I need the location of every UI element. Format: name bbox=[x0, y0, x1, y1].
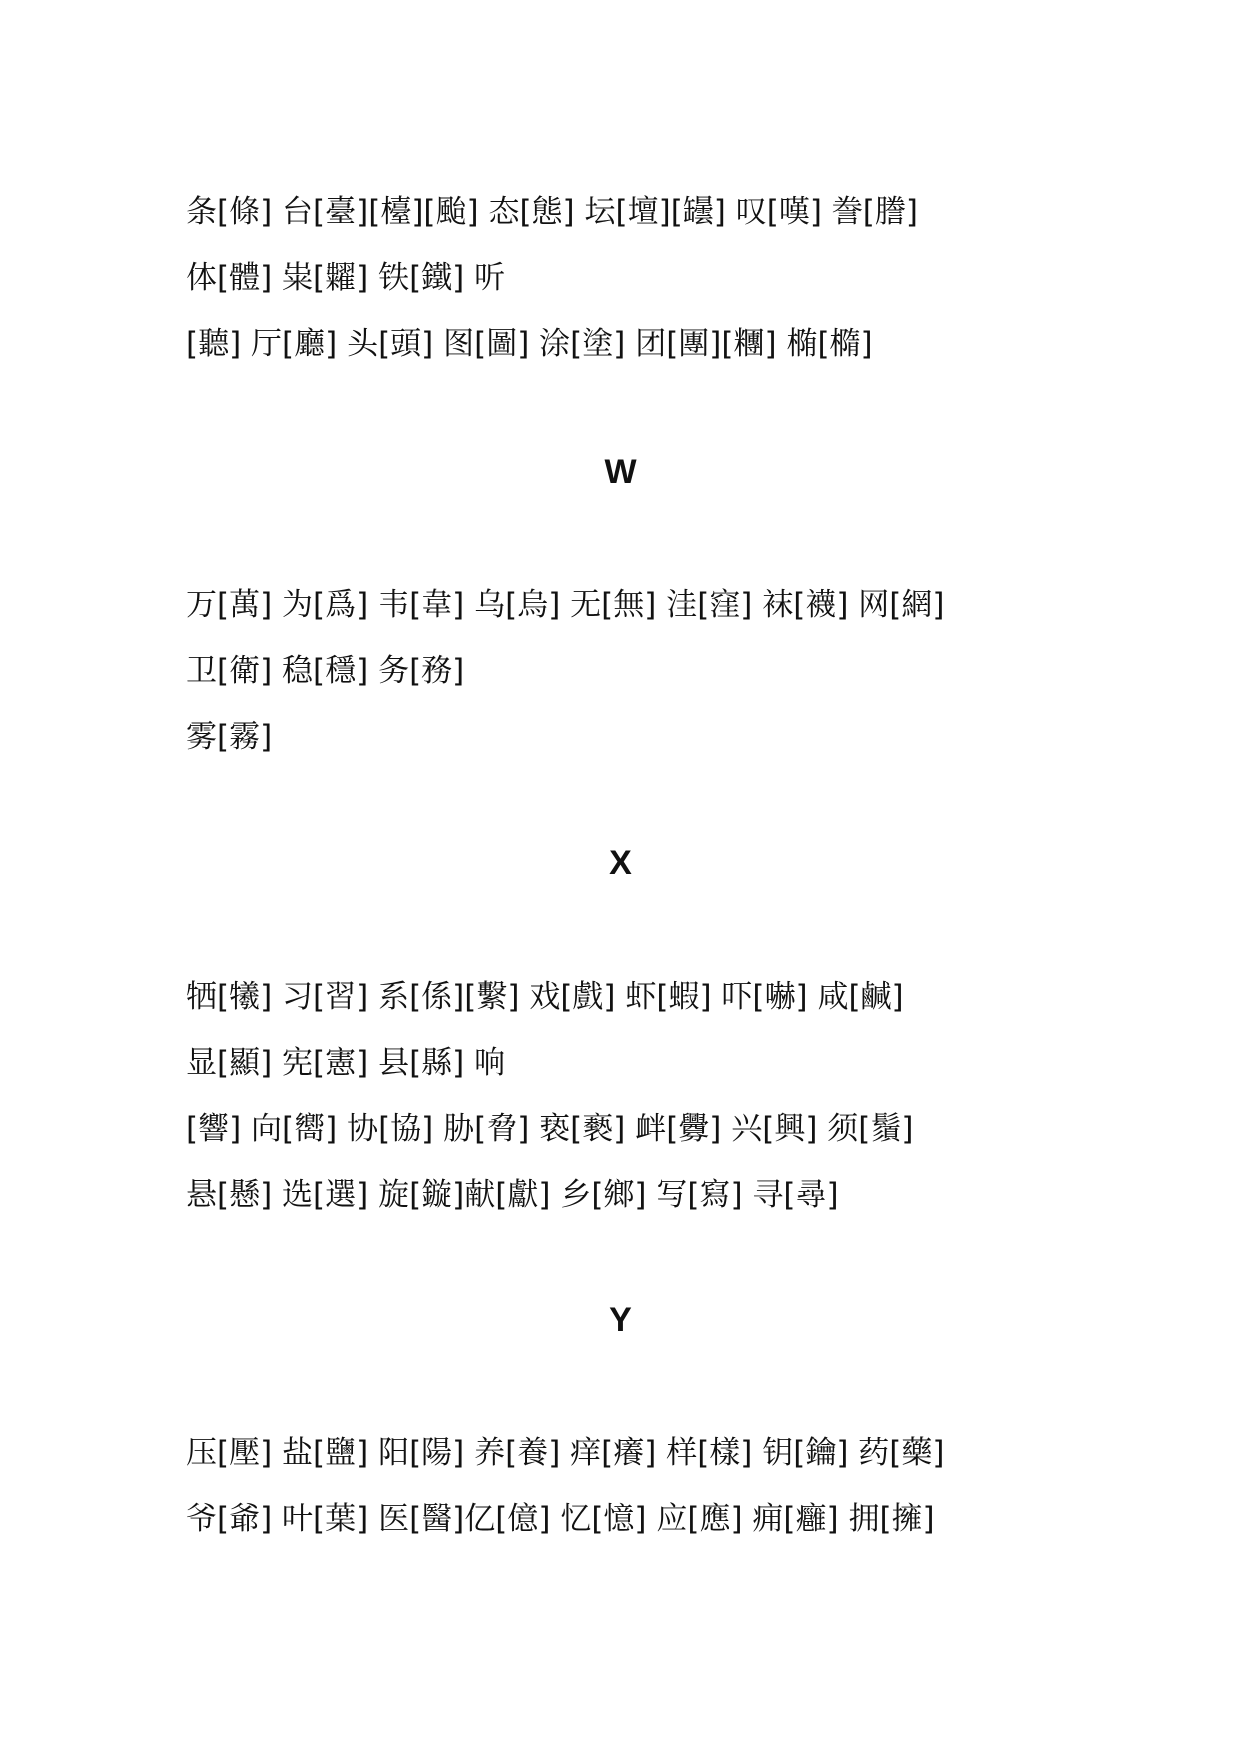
section-heading-x: X bbox=[609, 844, 632, 882]
section-heading-w: W bbox=[604, 453, 637, 491]
text-line: 体[體] 粜[糶] 铁[鐵] 听 bbox=[186, 260, 506, 296]
text-line: 显[顯] 宪[憲] 县[縣] 响 bbox=[186, 1045, 506, 1081]
text-line: 爷[爺] 叶[葉] 医[醫]亿[億] 忆[憶] 应[應] 痈[癰] 拥[擁] bbox=[186, 1501, 935, 1537]
text-line: 万[萬] 为[爲] 韦[韋] 乌[烏] 无[無] 洼[窪] 袜[襪] 网[網] bbox=[186, 587, 945, 623]
text-line: 条[條] 台[臺][檯][颱] 态[態] 坛[壇][罎] 叹[嘆] 誊[謄] bbox=[186, 194, 918, 230]
text-line: 卫[衛] 稳[穩] 务[務] bbox=[186, 653, 465, 689]
text-line: 悬[懸] 选[選] 旋[鏇]献[獻] 乡[鄉] 写[寫] 寻[尋] bbox=[186, 1177, 839, 1213]
text-line: 牺[犧] 习[習] 系[係][繫] 戏[戲] 虾[蝦] 吓[嚇] 咸[鹹] bbox=[186, 979, 904, 1015]
text-line: [響] 向[嚮] 协[協] 胁[脅] 亵[褻] 衅[釁] 兴[興] 须[鬚] bbox=[186, 1111, 914, 1147]
text-line: [聽] 厅[廳] 头[頭] 图[圖] 涂[塗] 团[團][糰] 椭[橢] bbox=[186, 326, 873, 362]
section-heading-y: Y bbox=[609, 1301, 632, 1339]
text-line: 压[壓] 盐[鹽] 阳[陽] 养[養] 痒[癢] 样[樣] 钥[鑰] 药[藥] bbox=[186, 1435, 945, 1471]
text-line: 雾[霧] bbox=[186, 719, 273, 755]
